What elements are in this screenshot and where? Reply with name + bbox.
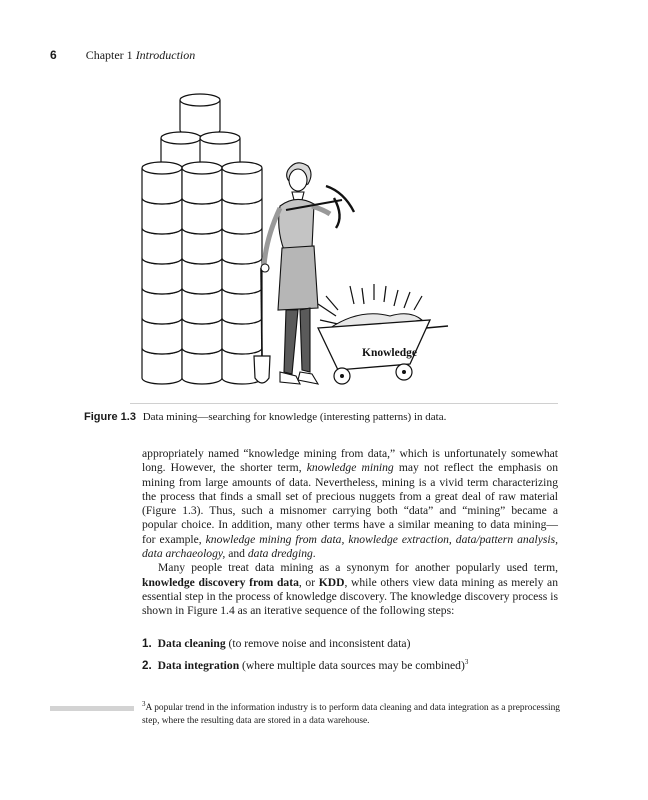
- footnote: [142, 699, 560, 727]
- p1-text-d: .: [312, 547, 316, 561]
- p1-em-data-dredging: data dredging: [247, 547, 313, 561]
- paragraph-2: [142, 561, 558, 618]
- cart-knowledge-label: Knowledge: [362, 347, 417, 359]
- p2-text-b: , or: [298, 575, 319, 589]
- paragraph-1: [142, 447, 558, 561]
- footnote-mark: 3: [142, 699, 146, 708]
- figure-illustration: [130, 88, 560, 400]
- figure-caption-text: Data mining—searching for knowledge (interesting patterns) in data.: [142, 411, 447, 423]
- list-item-desc: (to remove noise and inconsistent data): [225, 637, 411, 650]
- page-number: 6: [50, 48, 57, 62]
- list-item-number: 1.: [142, 637, 152, 650]
- list-item-desc: (where multiple data sources may be combined): [239, 659, 465, 672]
- list-item: [142, 633, 562, 655]
- p1-text-c: and: [225, 547, 248, 561]
- figure-label: Figure 1.3: [84, 411, 136, 423]
- figure-caption: [84, 411, 446, 423]
- list-item-term: Data integration: [157, 659, 240, 672]
- footnote-ref: 3: [464, 658, 469, 667]
- body-text: [142, 447, 558, 619]
- p1-text-b: may not reflect the emphasis on mining from large amounts of data. Nevertheless, mining is a vivid term characterizing the process that finds a small set of precious nuggets from a great deal of raw material (Figure 1.3). Thus, such a misnomer carrying both “data” and “mining” became a popular choice. In addition, many other terms have a similar meaning to data mining—for example,: [142, 461, 558, 546]
- p2-text-a: Many people treat data mining as a synonym for another popularly used term,: [158, 561, 558, 575]
- steps-list: [142, 633, 562, 677]
- running-header: [50, 48, 195, 63]
- footnote-text: A popular trend in the information industry is to perform data cleaning and data integration as a preprocessing step, where the resulting data are stored in a data warehouse.: [142, 703, 560, 726]
- p2-bold-kdd: KDD: [318, 575, 345, 589]
- database-stack-graphic: [142, 94, 262, 384]
- p2-text-c: , while others view data mining as merely an essential step in the process of knowledge discovery. The knowledge discovery process is shown in Figure 1.4 as an iterative sequence of the following steps:: [142, 575, 559, 618]
- chapter-title: Introduction: [135, 48, 196, 62]
- p2-bold-kdd-term: knowledge discovery from data: [142, 575, 299, 589]
- miner-figure-graphic: [261, 163, 330, 384]
- p1-text-a: appropriately named “knowledge mining from data,” which is unfortunately somewhat long. However, the shorter term,: [142, 447, 558, 475]
- p1-em-terms: knowledge mining from data, knowledge extraction, data/pattern analysis, data archaeology,: [142, 532, 559, 561]
- figure-rule: [130, 403, 558, 404]
- p1-em-knowledge-mining: knowledge mining: [306, 461, 394, 475]
- list-item-term: Data cleaning: [157, 637, 226, 650]
- footnote-rule: [50, 706, 134, 711]
- chapter-label: Chapter 1: [85, 48, 133, 62]
- list-item-number: 2.: [142, 659, 152, 672]
- list-item: [142, 655, 562, 677]
